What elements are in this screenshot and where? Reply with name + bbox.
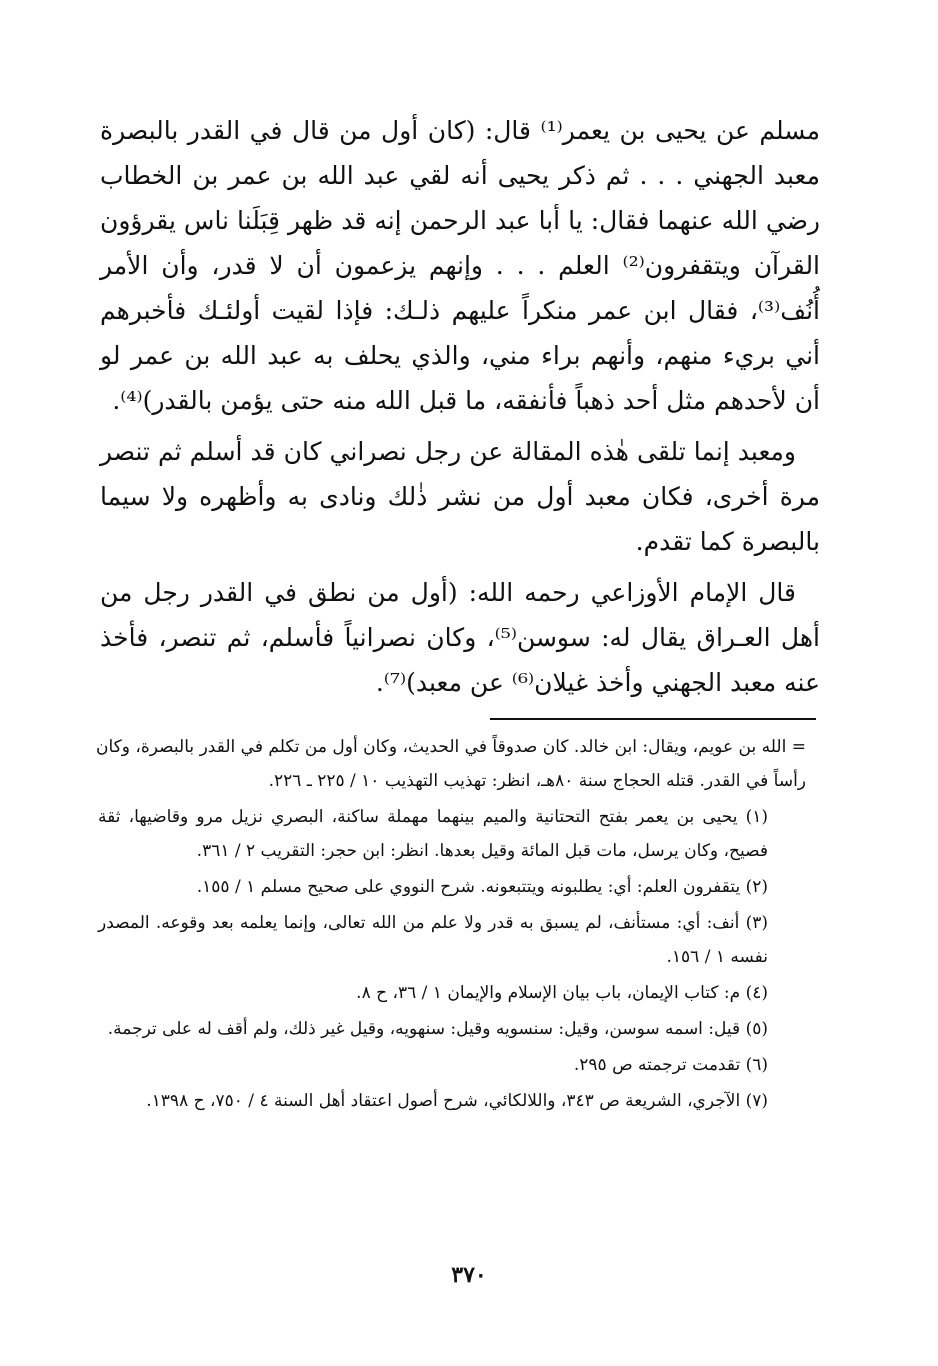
footnote-5: (٥) قيل: اسمه سوسن، وقيل: سنسويه وقيل: سنهويه، وقيل غير ذلك، ولم أقف له على ترجمة. <box>107 1019 768 1039</box>
footnotes <box>96 730 824 1118</box>
paragraph-3: قال الإمام الأوزاعي رحمه الله: (أول من نطق في القدر رجل من أهل العـراق يقال له: سوسن⁽⁵⁾، وكان نصرانياً فأسلم، ثم تنصر، فأخذ عنه معبد الجهني وأخذ غيلان⁽⁶⁾ عن معبد)⁽⁷⁾. <box>100 578 820 697</box>
footnote-1: (١) يحيى بن يعمر بفتح التحتانية والميم بينهما مهملة ساكنة، البصري نزيل مرو وقاضيها، ثقة فصيح، وكان يرسل، مات قبل المائة وقيل بعدها. انظر: ابن حجر: التقريب ٢ / ٣٦١. <box>98 807 768 861</box>
footnote-continuation: = الله بن عويم، ويقال: ابن خالد. كان صدوقاً في الحديث، وكان أول من تكلم في القدر بالبصرة، وكان رأساً في القدر. قتله الحجاج سنة ٨٠هـ، انظر: تهذيب التهذيب ١٠ / ٢٢٥ ـ ٢٢٦. <box>96 737 806 791</box>
paragraph-2: ومعبد إنما تلقى هٰذه المقالة عن رجل نصراني كان قد أسلم ثم تنصر مرة أخرى، فكان معبد أول من نشر ذٰلك ونادى به وأظهره ولا سيما بالبصرة كما تقدم. <box>100 437 820 556</box>
main-text <box>100 108 820 705</box>
page-number: ٣٧٠ <box>451 1262 487 1288</box>
footnote-7: (٧) الآجري، الشريعة ص ٣٤٣، واللالكائي، شرح أصول اعتقاد أهل السنة ٤ / ٧٥٠، ح ١٣٩٨. <box>146 1091 768 1111</box>
footnote-6: (٦) تقدمت ترجمته ص ٢٩٥. <box>573 1055 768 1075</box>
footnote-3: (٣) أنف: أي: مستأنف، لم يسبق به قدر ولا علم من الله تعالى، وإنما يعلمه بعد وقوعه. المصدر نفسه ١ / ١٥٦. <box>98 913 768 967</box>
footnote-separator <box>490 718 816 720</box>
paragraph-1: مسلم عن يحيى بن يعمر⁽¹⁾ قال: (كان أول من قال في القدر بالبصرة معبد الجهني . . . ثم ذكر يحيى أنه لقي عبد الله بن عمر بن الخطاب رضي الله عنهما فقال: يا أبا عبد الرحمن إنه قد ظهر قِبَلَنا ناس يقرؤون القرآن ويتقفرون⁽²⁾ العلم . . . وإنهم يزعمون أن لا قدر، وأن الأمر أُنُف⁽³⁾، فقال ابن عمر منكراً عليهم ذلـك: فإذا لقيت أولئـك فأخبرهم أني بريء منهم، وأنهم براء مني، والذي يحلف به عبد الله بن عمر لو أن لأحدهم مثل أحد ذهباً فأنفقه، ما قبل الله منه حتى يؤمن بالقدر)⁽⁴⁾. <box>100 116 821 415</box>
footnote-2: (٢) يتقفرون العلم: أي: يطلبونه ويتتبعونه. شرح النووي على صحيح مسلم ١ / ١٥٥. <box>196 877 768 897</box>
footnote-4: (٤) م: كتاب الإيمان، باب بيان الإسلام والإيمان ١ / ٣٦، ح ٨. <box>356 983 768 1003</box>
